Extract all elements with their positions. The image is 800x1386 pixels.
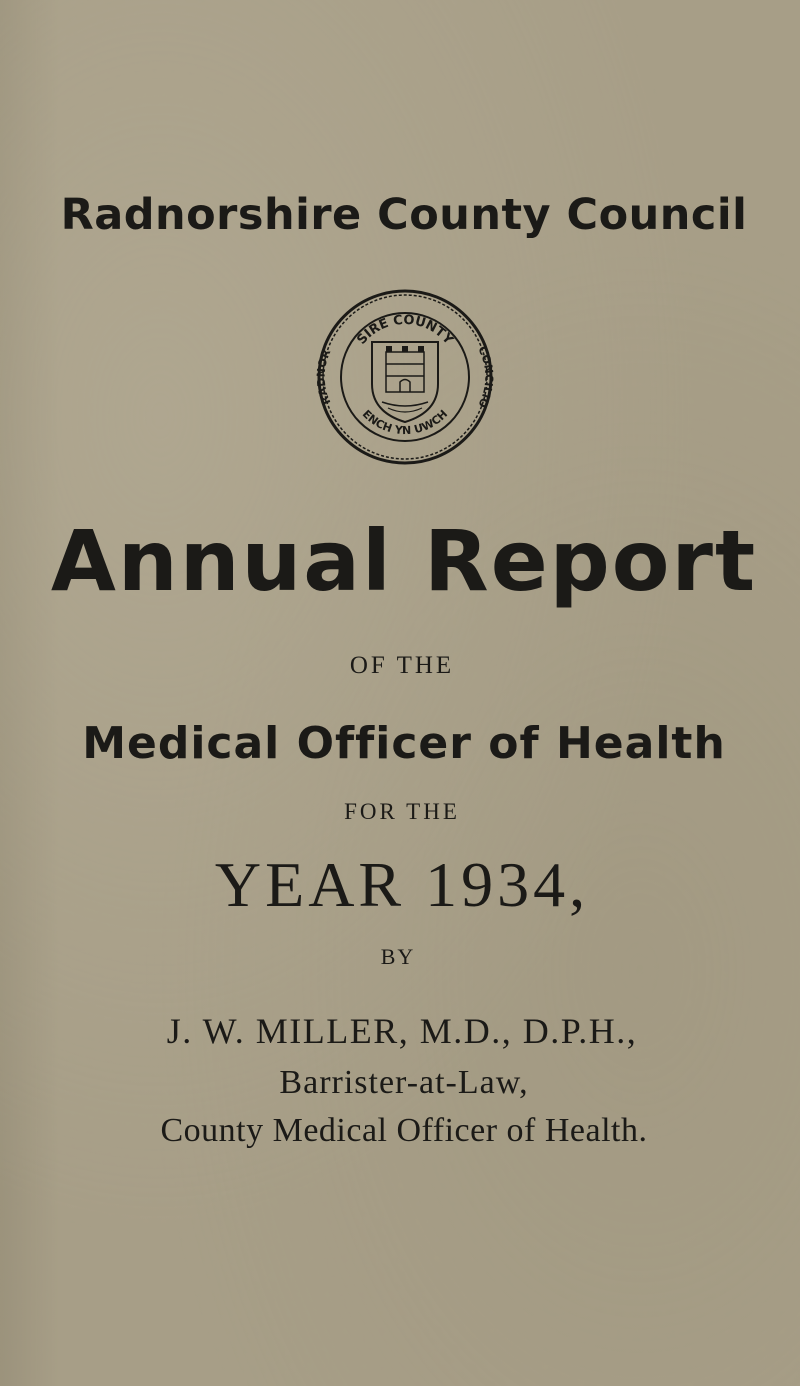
county-seal-emblem (312, 284, 498, 470)
council-name: Radnorshire County Council (60, 190, 748, 240)
seal-top-legend: SIRE COUNTY (354, 312, 456, 348)
seal-castle-shield-icon (372, 342, 438, 422)
of-the-line: OF THE (349, 652, 455, 679)
for-the-line: FOR THE (344, 799, 460, 824)
report-year: YEAR 1934, (214, 849, 590, 920)
report-subject: Medical Officer of Health (82, 718, 726, 769)
seal-bottom-legend: ENCH YN UWCH (359, 407, 451, 438)
author-name: J. W. MILLER, M.D., D.P.H., (166, 1011, 638, 1051)
author-qualification: Barrister-at-Law, (279, 1064, 529, 1101)
report-title: Annual Report (50, 512, 758, 610)
seal-right-legend: CONCILIO (475, 344, 496, 410)
seal-left-legend: RADNOR (314, 347, 334, 407)
author-position: County Medical Officer of Health. (160, 1112, 648, 1149)
by-line: BY (380, 944, 416, 969)
